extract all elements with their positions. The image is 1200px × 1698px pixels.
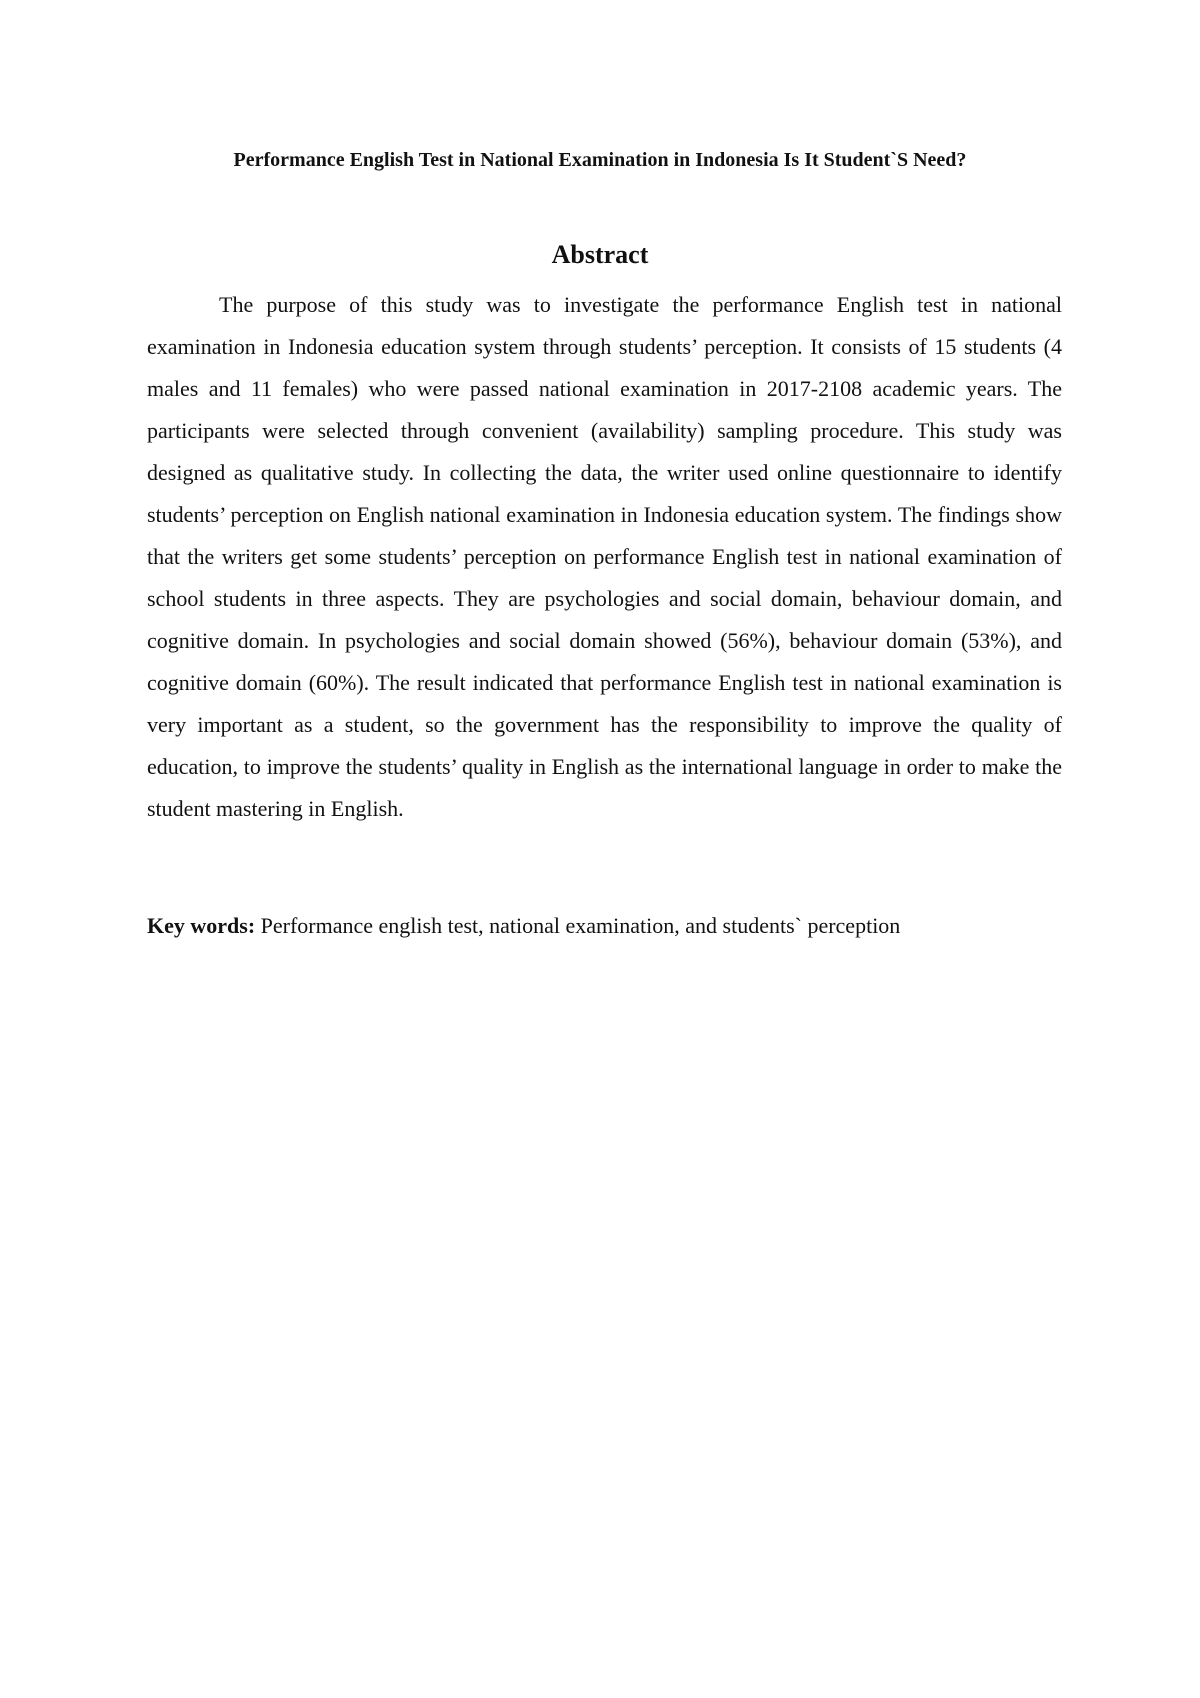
abstract-heading: Abstract [551,240,649,269]
abstract-body: The purpose of this study was to investigate the performance English test in national examination in Indonesia education system through students’ perception. It consists of 15 students (4 males and 11 females) who were passed national examination in 2017-2108 academic years. The participants were selected through convenient (availability) sampling procedure. This study was designed as qualitative study. In collecting the data, the writer used online questionnaire to identify students’ perception on English national examination in Indonesia education system. The findings show that the writers get some students’ perception on performance English test in national examination of school students in three aspects. They are psychologies and social domain, behaviour domain, and cognitive domain. In psychologies and social domain showed (56%), behaviour domain (53%), and cognitive domain (60%). The result indicated that performance English test in national examination is very important as a student, so the government has the responsibility to improve the quality of education, to improve the students’ quality in English as the international language in order to make the student mastering in English. [147,292,1062,821]
keywords-label: Key words: [147,913,256,938]
keywords-text: Performance english test, national examination, and students` perception [255,913,901,938]
paper-title: Performance English Test in National Examination in Indonesia Is It Student`S Need? [233,149,967,171]
keywords-line [147,911,1062,941]
